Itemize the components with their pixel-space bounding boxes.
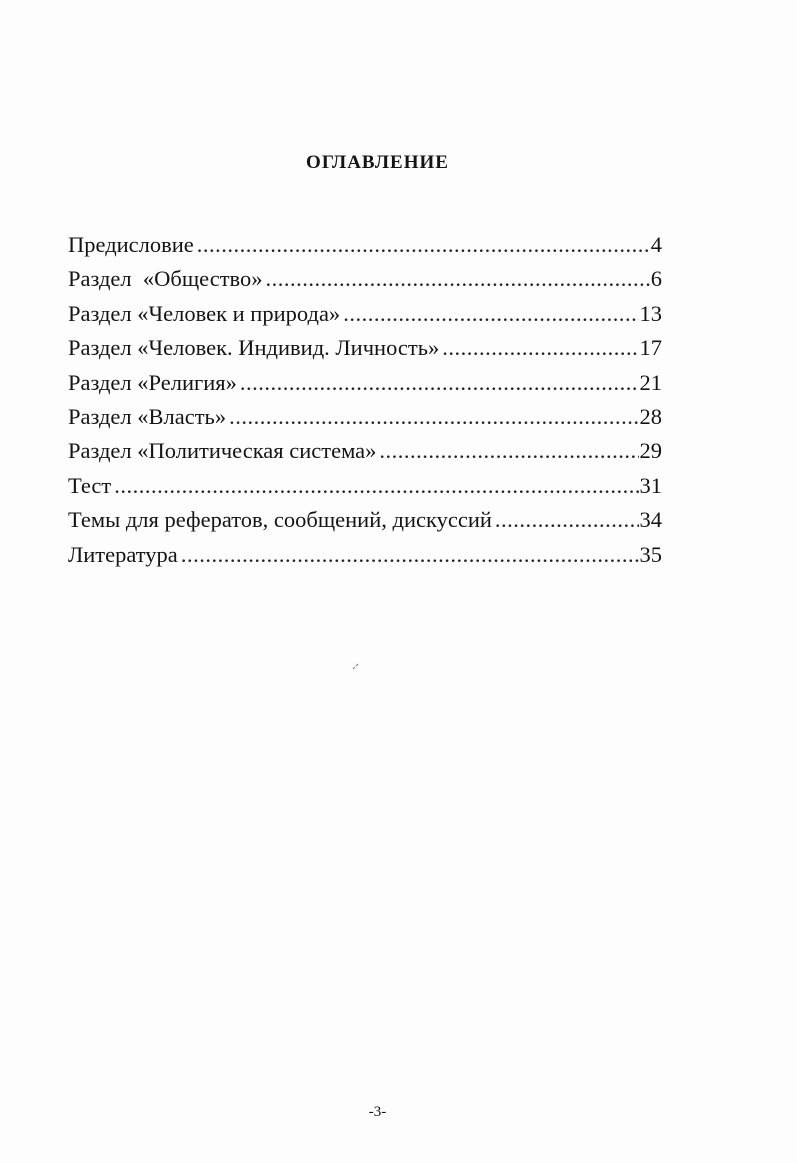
toc-dot-leader [229,400,638,434]
toc-dot-leader [114,469,638,503]
toc-heading: ОГЛАВЛЕНИЕ [306,152,449,173]
toc-entry-page: 31 [639,472,662,498]
toc-dot-leader [495,503,639,537]
toc-entry [68,469,662,503]
toc-entry-title: Предисловие [68,232,194,257]
toc-entry [68,228,662,262]
toc-entry-page: 28 [639,403,662,429]
toc-entry-page: 13 [639,300,662,326]
toc-entry-title: Темы для рефератов, сообщений, дискуссий [68,507,492,533]
toc-entry [68,400,662,434]
toc-dot-leader [379,434,638,468]
page-number: -3- [368,1104,387,1120]
toc-entry [68,434,662,468]
scan-speck-mark [352,663,360,671]
toc-entry-page: 6 [650,266,662,292]
toc-entry [68,366,662,400]
toc-entry-title: Раздел «Общество» [68,266,263,292]
toc-list [68,228,662,572]
toc-entry-page: 4 [650,232,662,257]
toc-dot-leader [266,262,650,296]
toc-dot-leader [442,331,638,365]
toc-entry-page: 35 [639,541,662,567]
toc-entry [68,538,662,572]
toc-entry-title: Тест [68,472,112,498]
toc-entry [68,297,662,331]
toc-entry-page: 29 [639,438,662,464]
toc-entry-page: 34 [639,507,662,533]
toc-dot-leader [343,297,638,331]
toc-entry-title: Раздел «Власть» [68,403,227,429]
toc-entry-title: Литература [68,541,178,567]
toc-dot-leader [181,538,639,572]
toc-dot-leader [240,366,639,400]
toc-entry-title: Раздел «Человек и природа» [68,300,341,326]
toc-entry-title: Раздел «Религия» [68,369,237,395]
toc-dot-leader [197,228,650,262]
toc-entry-page: 21 [639,369,662,395]
toc-entry [68,331,662,365]
toc-entry-title: Раздел «Политическая система» [68,438,377,464]
toc-entry-page: 17 [639,335,662,361]
toc-entry [68,262,662,296]
toc-entry-title: Раздел «Человек. Индивид. Личность» [68,335,440,361]
toc-entry [68,503,662,537]
